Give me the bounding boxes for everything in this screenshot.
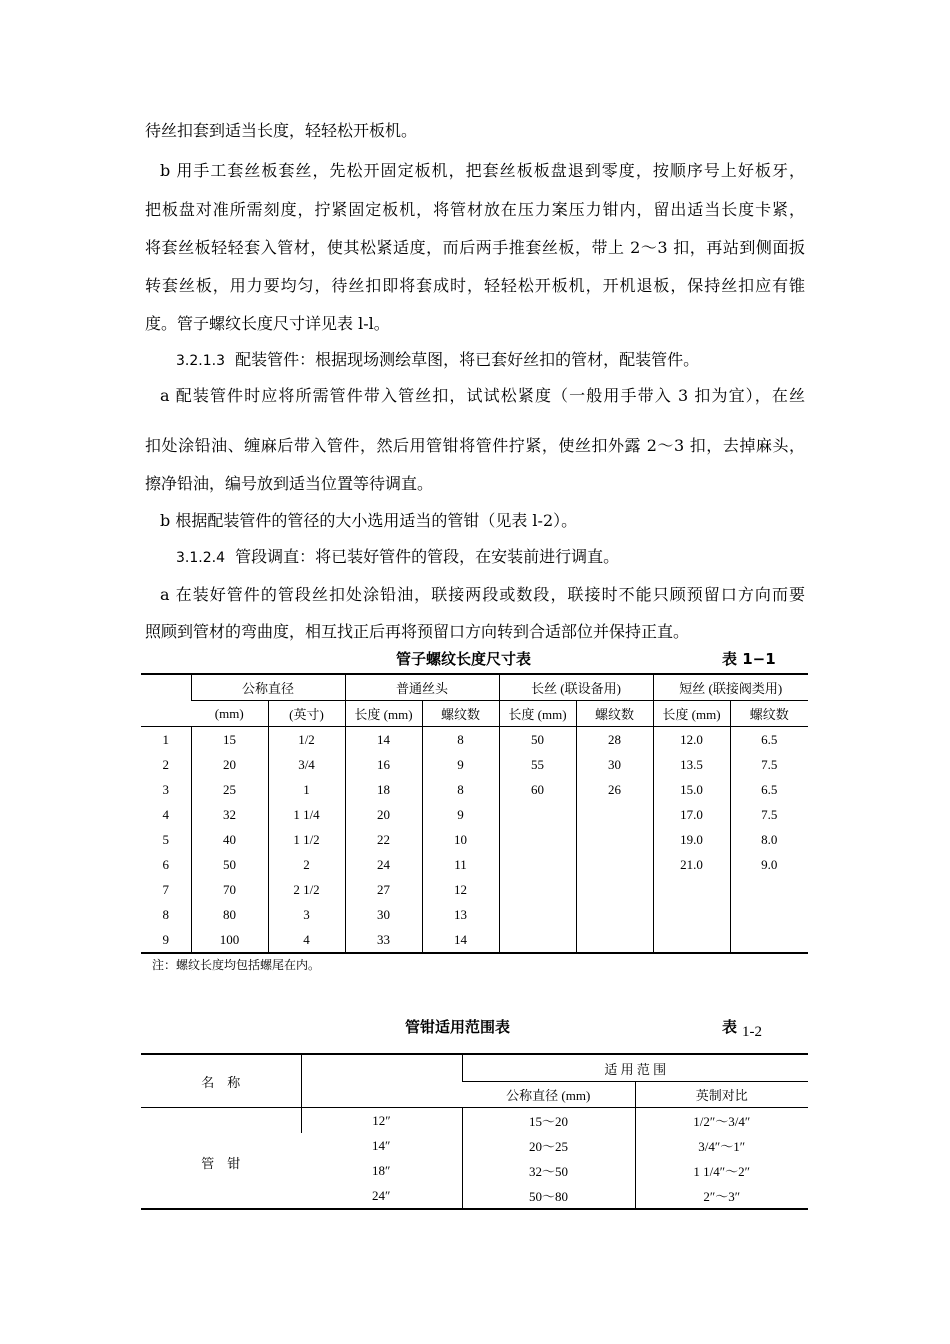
table-cell: 6.5 — [730, 777, 808, 802]
table-cell: 14 — [422, 927, 499, 953]
table-cell: 50 — [191, 852, 268, 877]
table-cell — [730, 902, 808, 927]
section-text: 管段调直：将已装好管件的管段，在安装前进行调直。 — [235, 547, 620, 566]
row-number: 4 — [162, 806, 169, 822]
table-cell: 30 — [576, 752, 653, 777]
sub-header: (英寸) — [268, 701, 345, 727]
table-cell: 8.0 — [730, 827, 808, 852]
row-number: 6 — [162, 856, 169, 872]
table-cell — [576, 927, 653, 953]
row-number: 2 — [162, 756, 169, 772]
table-cell: 14 — [345, 727, 422, 753]
row-number: 9 — [162, 931, 169, 947]
table-cell: 21.0 — [653, 852, 730, 877]
table-body — [141, 727, 808, 954]
table-cell: 8 — [422, 727, 499, 753]
table-cell: 32～50 — [462, 1158, 635, 1183]
table-cell: 1/2″～3/4″ — [635, 1108, 808, 1134]
sub-header: 长度 (mm) — [345, 701, 422, 727]
table-cell: 3/4 — [268, 752, 345, 777]
table-row — [141, 902, 808, 927]
table-cell — [499, 802, 576, 827]
table-cell: 100 — [191, 927, 268, 953]
table-cell: 12″ — [301, 1108, 462, 1134]
table-cell: 9 — [422, 802, 499, 827]
table-cell: 1/2 — [268, 727, 345, 753]
table-cell: 7.5 — [730, 802, 808, 827]
paragraph-line: a 配装管件时应将所需管件带入管丝扣，试试松紧度（一般用手带入 3 扣为宜），在丝 — [160, 386, 805, 405]
sub-header: 螺纹数 — [576, 701, 653, 727]
table-row — [141, 1108, 808, 1134]
table-cell: 22 — [345, 827, 422, 852]
table1-note: 注：螺纹长度均包括螺尾在内。 — [152, 958, 321, 972]
table-cell: 4 — [268, 927, 345, 953]
pipe-wrench-table — [141, 1053, 808, 1210]
table-cell: 33 — [345, 927, 422, 953]
table-cell — [576, 877, 653, 902]
table-cell: 16 — [345, 752, 422, 777]
table-cell — [653, 902, 730, 927]
table-cell: 55 — [499, 752, 576, 777]
table-cell: 2 — [268, 852, 345, 877]
table-cell: 15～20 — [462, 1108, 635, 1134]
table1-label: 表 1−1 — [722, 650, 776, 668]
table-cell — [499, 852, 576, 877]
table-cell: 2″～3″ — [635, 1183, 808, 1209]
table-cell — [499, 827, 576, 852]
table-row — [141, 852, 808, 877]
table-cell: 24 — [345, 852, 422, 877]
section-heading — [176, 350, 699, 371]
table-header-row — [141, 674, 808, 701]
sub-header: 长度 (mm) — [499, 701, 576, 727]
table-row — [141, 877, 808, 902]
table-cell — [576, 852, 653, 877]
table-cell: 3/4″～1″ — [635, 1133, 808, 1158]
group-header: 公称直径 — [191, 674, 345, 701]
paragraph-line: 把板盘对准所需刻度，拧紧固定板机，将管材放在压力案压力钳内，留出适当长度卡紧， — [145, 200, 805, 219]
table-row — [141, 802, 808, 827]
table-cell: 9 — [422, 752, 499, 777]
sub-header: 螺纹数 — [422, 701, 499, 727]
table-cell: 20 — [191, 752, 268, 777]
table-cell: 13 — [422, 902, 499, 927]
table-cell: 17.0 — [653, 802, 730, 827]
paragraph-line: 擦净铅油，编号放到适当位置等待调直。 — [145, 474, 434, 493]
table-cell: 1 — [268, 777, 345, 802]
table-cell: 26 — [576, 777, 653, 802]
table-cell: 24″ — [372, 1187, 391, 1203]
paragraph-line: 照顾到管材的弯曲度，相互找正后再将预留口方向转到合适部位并保持正直。 — [145, 622, 690, 641]
row-number: 1 — [162, 731, 169, 747]
table-cell: 32 — [191, 802, 268, 827]
table-cell: 20 — [345, 802, 422, 827]
table-cell — [653, 927, 730, 953]
table-cell: 13.5 — [653, 752, 730, 777]
table-cell: 1 1/4 — [268, 802, 345, 827]
row-number: 7 — [162, 881, 169, 897]
table-cell: 14″ — [372, 1137, 391, 1153]
table-cell: 80 — [191, 902, 268, 927]
sub-header: 长度 (mm) — [653, 701, 730, 727]
table-row — [141, 927, 808, 953]
sub-header: (mm) — [191, 701, 268, 727]
table-cell — [499, 877, 576, 902]
table-cell: 1 1/2 — [268, 827, 345, 852]
table-cell: 18 — [345, 777, 422, 802]
table-header-row — [141, 1054, 808, 1082]
table-cell: 25 — [191, 777, 268, 802]
range-header: 适 用 范 围 — [462, 1054, 808, 1082]
table-cell: 50 — [499, 727, 576, 753]
table-cell: 3 — [268, 902, 345, 927]
table-cell: 20～25 — [462, 1133, 635, 1158]
paragraph-line: 将套丝板轻轻套入管材，使其松紧适度，而后两手推套丝板，带上 2～3 扣，再站到侧面扳 — [145, 238, 805, 257]
table-cell: 70 — [191, 877, 268, 902]
table-row — [141, 752, 808, 777]
thread-length-table — [141, 673, 808, 954]
corner-cell — [141, 674, 191, 727]
table-cell: 27 — [345, 877, 422, 902]
table-cell: 15 — [191, 727, 268, 753]
table-cell: 8 — [422, 777, 499, 802]
table-cell: 9.0 — [730, 852, 808, 877]
row-number: 3 — [162, 781, 169, 797]
paragraph-line: b 用手工套丝板套丝，先松开固定板机，把套丝板板盘退到零度，按顺序号上好板牙， — [160, 161, 805, 180]
section-heading — [176, 547, 619, 568]
table-cell: 6.5 — [730, 727, 808, 753]
paragraph-line: a 在装好管件的管段丝扣处涂铅油，联接两段或数段，联接时不能只顾预留口方向而要 — [160, 585, 805, 604]
paragraph-line: 度。管子螺纹长度尺寸详见表 l-l。 — [145, 314, 390, 333]
table-cell — [730, 877, 808, 902]
table-cell — [499, 902, 576, 927]
table2-label-number: 1-2 — [742, 1024, 762, 1040]
table-cell: 18″ — [372, 1162, 391, 1178]
group-header: 长丝 (联设备用) — [499, 674, 653, 701]
table-cell — [576, 802, 653, 827]
table-subheader-row — [141, 701, 808, 727]
section-number: 3.1.2.4 — [176, 550, 225, 566]
paragraph-line: 待丝扣套到适当长度，轻轻松开板机。 — [145, 121, 418, 140]
group-header: 普通丝头 — [345, 674, 499, 701]
name-header: 名 称 — [141, 1054, 301, 1108]
table-row — [141, 727, 808, 753]
sub-header: 螺纹数 — [730, 701, 808, 727]
row-number: 8 — [162, 906, 169, 922]
paragraph-line: 转套丝板，用力要均匀，待丝扣即将套成时，轻轻松开板机，开机退板，保持丝扣应有锥 — [145, 276, 805, 295]
table-cell — [576, 902, 653, 927]
row-number: 5 — [162, 831, 169, 847]
table-cell: 30 — [345, 902, 422, 927]
table2-title: 管钳适用范围表 — [405, 1018, 511, 1036]
paragraph-line: 扣处涂铅油、缠麻后带入管件，然后用管钳将管件拧紧，使丝扣外露 2～3 扣，去掉麻头， — [145, 436, 805, 455]
table-cell — [576, 827, 653, 852]
sub-header: 英制对比 — [635, 1082, 808, 1108]
table-row — [141, 777, 808, 802]
table-cell — [499, 927, 576, 953]
table1-title: 管子螺纹长度尺寸表 — [396, 650, 532, 668]
table2-label: 表 — [722, 1018, 738, 1036]
table-cell: 11 — [422, 852, 499, 877]
table-cell: 50～80 — [462, 1183, 635, 1209]
table-cell: 15.0 — [653, 777, 730, 802]
section-number: 3.2.1.3 — [176, 353, 225, 369]
table-cell: 2 1/2 — [268, 877, 345, 902]
table-row — [141, 827, 808, 852]
table-cell — [653, 877, 730, 902]
table-cell: 19.0 — [653, 827, 730, 852]
paragraph-line: b 根据配装管件的管径的大小选用适当的管钳（见表 l-2）。 — [160, 511, 578, 530]
table-cell: 12.0 — [653, 727, 730, 753]
tool-name: 管 钳 — [201, 1155, 241, 1171]
table-cell: 60 — [499, 777, 576, 802]
table-cell: 12 — [422, 877, 499, 902]
table-cell: 28 — [576, 727, 653, 753]
section-text: 配装管件：根据现场测绘草图，将已套好丝扣的管材，配装管件。 — [235, 350, 700, 369]
sub-header: 公称直径 (mm) — [462, 1082, 635, 1108]
table-cell: 7.5 — [730, 752, 808, 777]
group-header: 短丝 (联接阀类用) — [653, 674, 808, 701]
blank-header — [301, 1054, 462, 1108]
table-cell: 1 1/4″～2″ — [635, 1158, 808, 1183]
table-cell — [730, 927, 808, 953]
table-cell: 40 — [191, 827, 268, 852]
table-cell: 10 — [422, 827, 499, 852]
